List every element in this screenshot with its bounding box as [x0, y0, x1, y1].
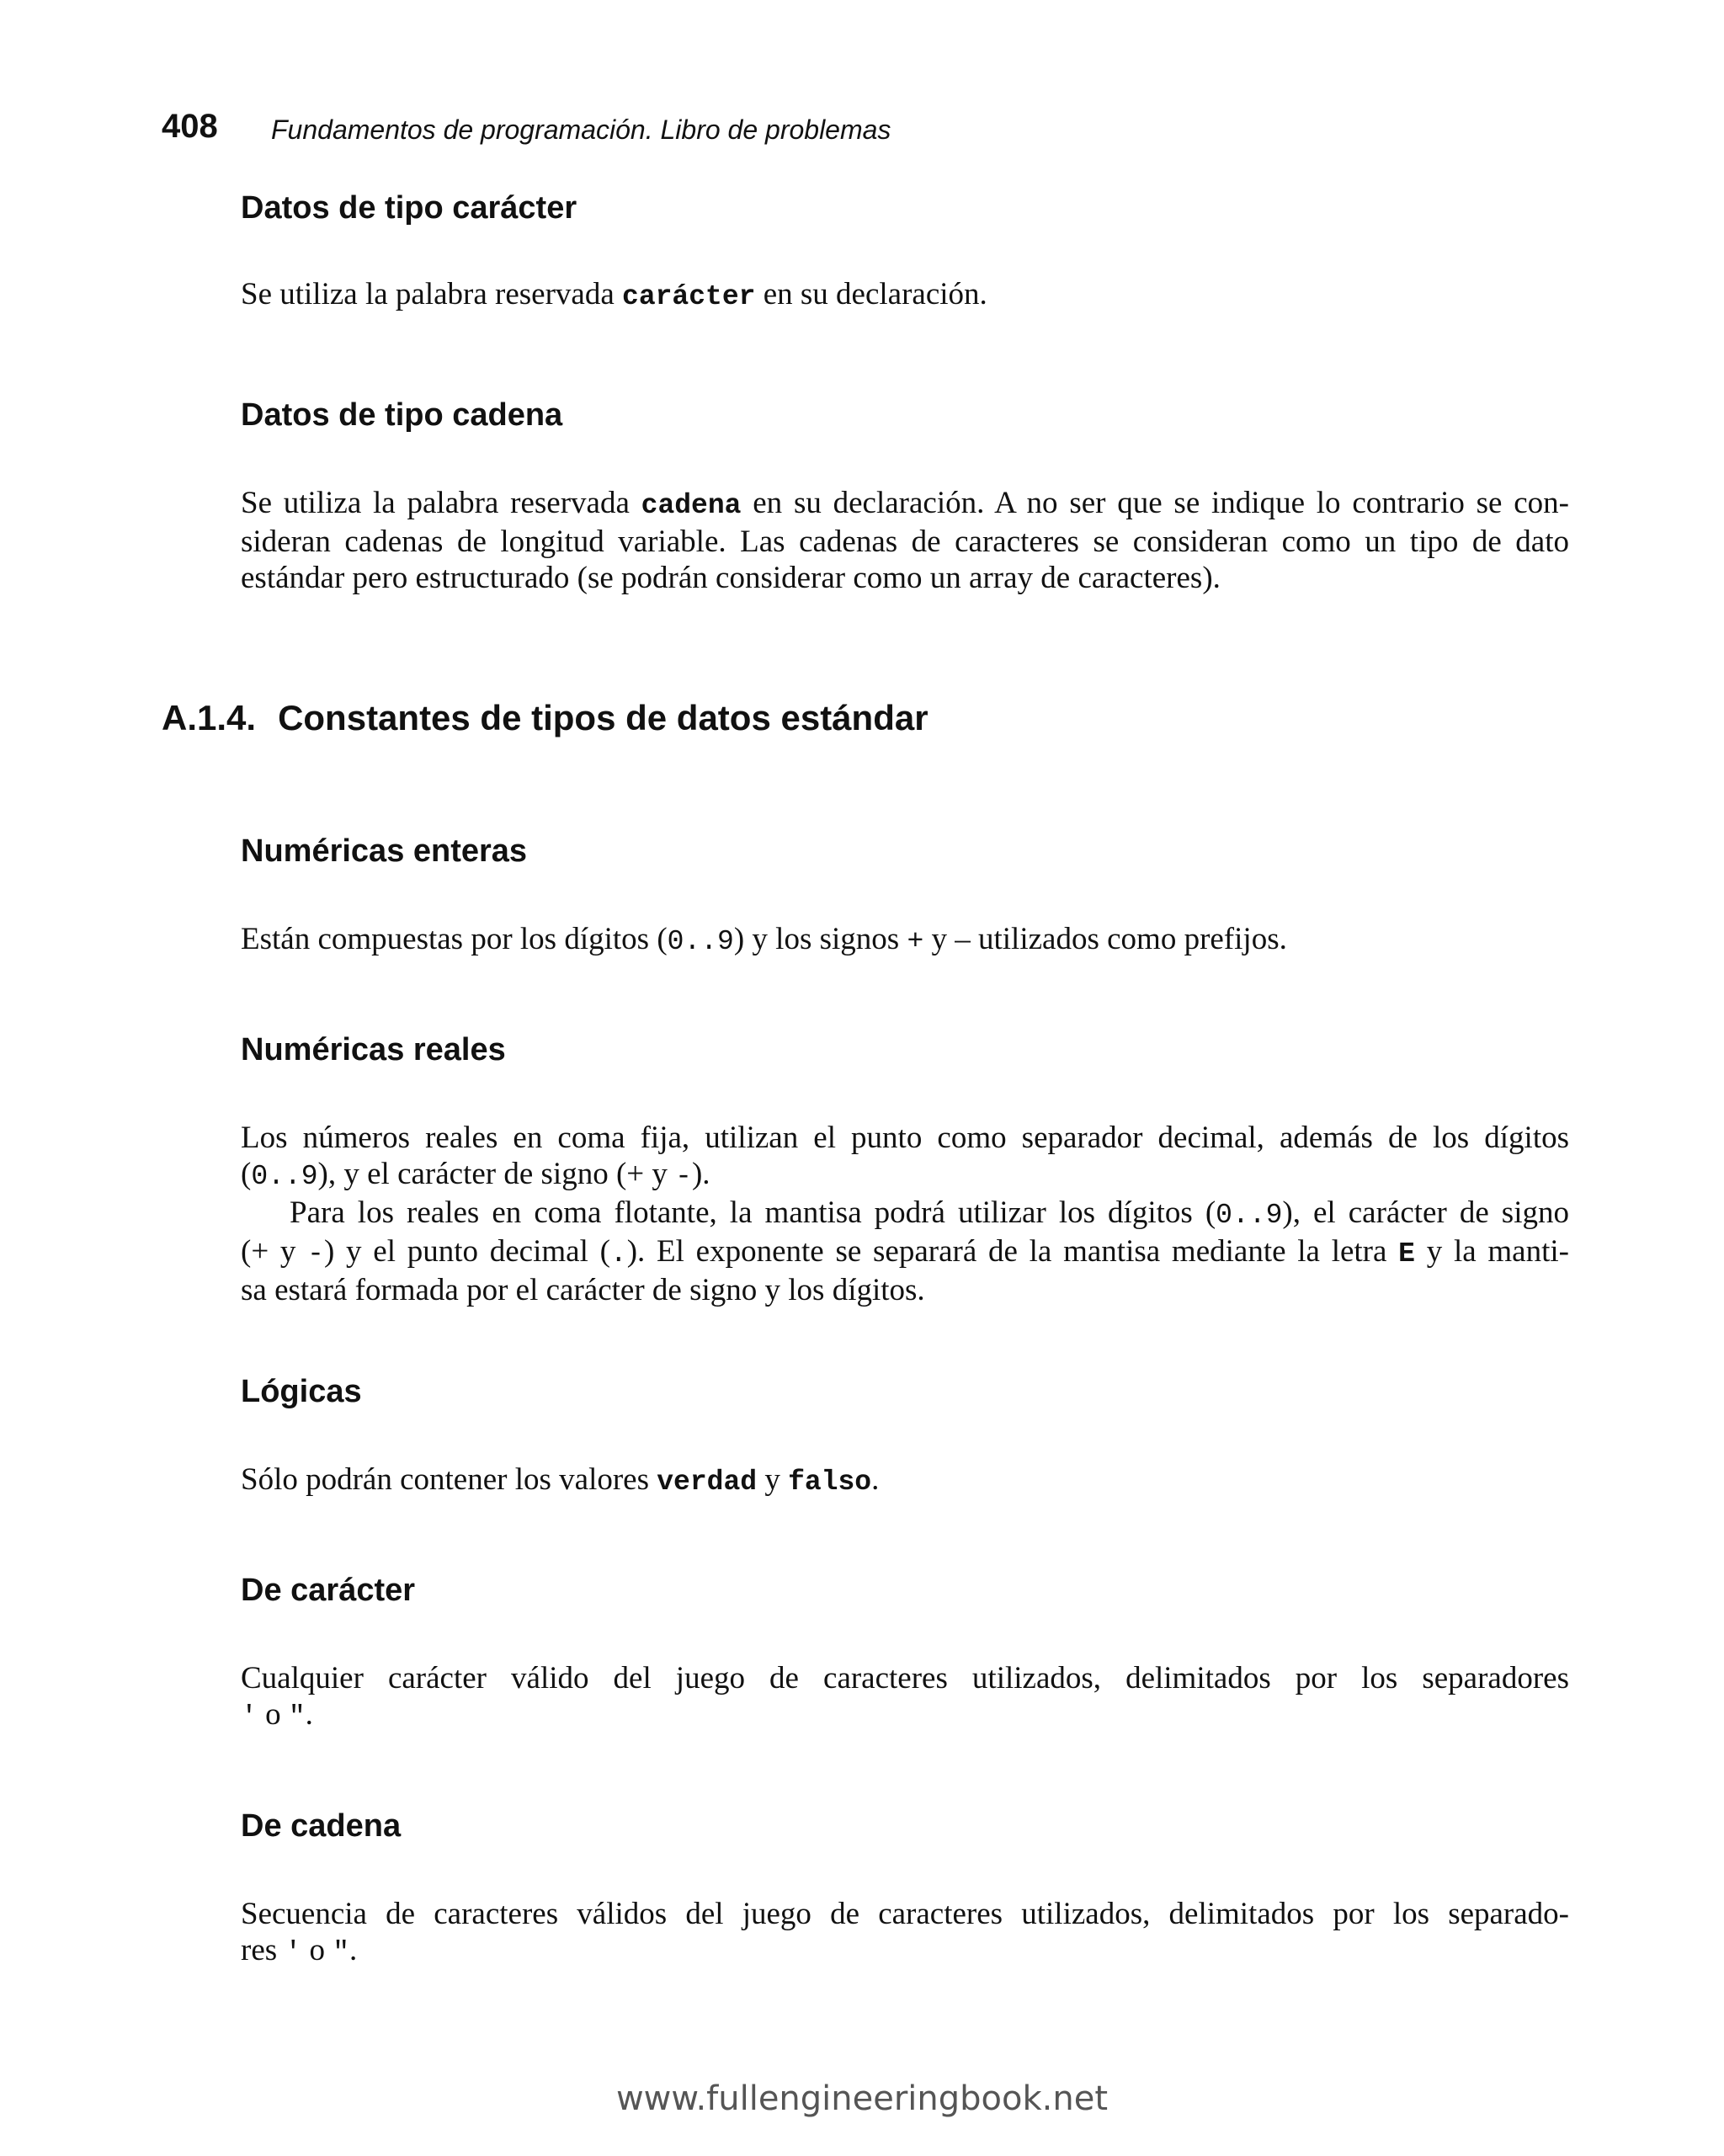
section-heading	[162, 698, 929, 738]
text-line: Cualquier carácter válido del juego de caracteres utilizados, delimitados por los separadores	[241, 1661, 1569, 1696]
code-separator: "	[333, 1937, 350, 1968]
text-line: Secuencia de caracteres válidos del juego de caracteres utilizados, delimitados por los separado-	[241, 1897, 1569, 1931]
subheading-datos-cadena: Datos de tipo cadena	[241, 397, 563, 433]
text-run: Se utiliza la palabra reservada	[241, 486, 641, 520]
text-run: Se utiliza la palabra reservada	[241, 277, 623, 311]
text-run: ). El exponente se separará de la mantisa mediante la letra	[626, 1234, 1399, 1269]
text-run: .	[349, 1933, 358, 1967]
text-run: en su declaración.	[755, 277, 987, 311]
code-keyword: carácter	[622, 281, 756, 312]
code-keyword: falso	[788, 1467, 872, 1498]
text-run: en su declaración. A no ser que se indique lo contrario se con-	[741, 486, 1569, 520]
text-run: y	[757, 1462, 789, 1497]
subheading-de-cadena: De cadena	[241, 1808, 402, 1844]
text-run: Sólo podrán contener los valores	[241, 1462, 657, 1497]
section-number: A.1.4.	[162, 698, 257, 737]
code-keyword: verdad	[657, 1467, 758, 1498]
section-title: Constantes de tipos de datos estándar	[278, 698, 929, 737]
text-line: estándar pero estructurado (se podrán considerar como un array de caracteres).	[241, 561, 1221, 595]
code-keyword: cadena	[641, 490, 742, 521]
page-number: 408	[162, 108, 218, 145]
code-sign: -	[675, 1161, 692, 1192]
text-run: o	[301, 1933, 333, 1967]
text-run: ), el carácter de signo	[1282, 1195, 1569, 1230]
paragraph-numericas-reales	[241, 1120, 1569, 1308]
code-exponent-letter: E	[1398, 1238, 1415, 1270]
watermark-url: www.fullengineeringbook.net	[615, 2079, 1109, 2118]
text-run: Están compuestas por los dígitos (	[241, 922, 668, 956]
code-separator: '	[241, 1701, 258, 1733]
text-run: .	[305, 1697, 313, 1732]
text-run: ) y el punto decimal (	[323, 1234, 610, 1269]
code-separator: "	[288, 1701, 306, 1733]
text-run: .	[871, 1462, 880, 1497]
subheading-de-caracter: De carácter	[241, 1573, 416, 1608]
text-run: ) y los signos	[733, 922, 907, 956]
code-range: 0..9	[251, 1161, 318, 1192]
text-run: (+ y	[241, 1234, 308, 1269]
text-run: o	[257, 1697, 289, 1732]
paragraph-de-caracter	[241, 1660, 1569, 1735]
text-run: ), y el carácter de signo (+ y	[317, 1157, 676, 1191]
paragraph-numericas-enteras	[241, 921, 1569, 960]
subheading-logicas: Lógicas	[241, 1374, 362, 1409]
subheading-numericas-enteras: Numéricas enteras	[241, 833, 528, 869]
code-dot: .	[609, 1238, 627, 1270]
paragraph-logicas	[241, 1461, 1569, 1500]
subheading-numericas-reales: Numéricas reales	[241, 1032, 506, 1067]
code-sign: +	[907, 926, 924, 957]
text-run: ).	[691, 1157, 710, 1191]
text-run: y – utilizados como prefijos.	[923, 922, 1287, 956]
text-run: y la manti-	[1414, 1234, 1569, 1269]
text-run: (	[241, 1157, 252, 1191]
code-range: 0..9	[667, 926, 734, 957]
text-run: res	[241, 1933, 285, 1967]
text-line: Los números reales en coma fija, utilizan el punto como separador decimal, además de los dígitos	[241, 1121, 1569, 1155]
paragraph-datos-cadena	[241, 485, 1569, 596]
paragraph-datos-caracter	[241, 276, 1569, 315]
paragraph-de-cadena	[241, 1896, 1569, 1971]
code-sign: -	[307, 1238, 324, 1270]
code-separator: '	[285, 1937, 302, 1968]
text-line: sa estará formada por el carácter de signo y los dígitos.	[241, 1273, 925, 1307]
running-header-title: Fundamentos de programación. Libro de problemas	[271, 114, 891, 145]
code-range: 0..9	[1216, 1200, 1283, 1231]
subheading-datos-caracter: Datos de tipo carácter	[241, 190, 577, 226]
text-run: Para los reales en coma flotante, la mantisa podrá utilizar los dígitos (	[290, 1195, 1216, 1230]
text-line: sideran cadenas de longitud variable. Las cadenas de caracteres se consideran como un tipo de dato	[241, 524, 1569, 559]
